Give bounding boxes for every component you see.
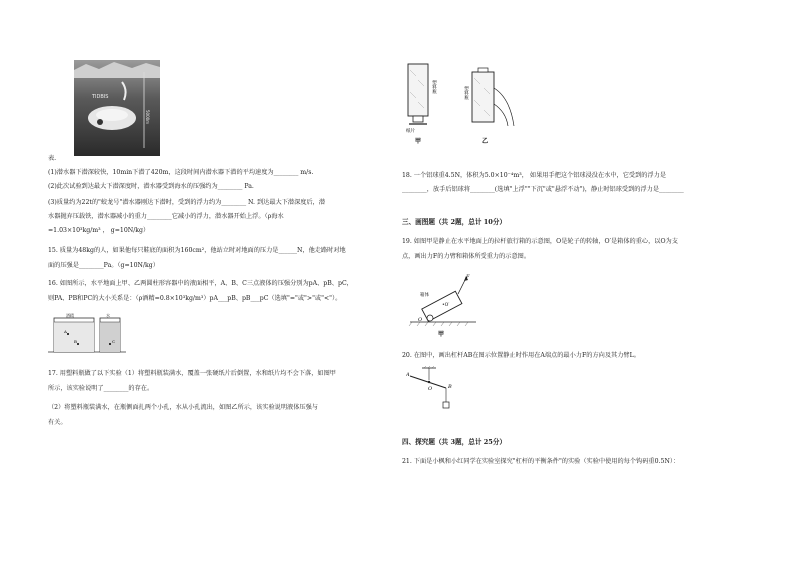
alcohol-label: 酒精	[66, 313, 74, 318]
svg-text:A: A	[64, 329, 67, 334]
svg-text:B: B	[74, 339, 77, 344]
fig20-O: O	[428, 386, 433, 392]
fig19-jia: 甲	[438, 331, 445, 338]
q19-line2: 点，画出力F的力臂和箱体所受重力的示意图。	[402, 253, 531, 260]
q14-part3-line1: (3)质量约为22t的"蛟龙号"潜水器刚达下潜时，受到的浮力约为________ N. 到达最大下潜深度后，潜	[48, 199, 326, 206]
fig20-A: A	[406, 372, 410, 378]
water-label: 水	[106, 313, 110, 318]
bottle-figure	[402, 58, 542, 158]
fig19-F: F	[466, 274, 470, 280]
q21: 21. 下面是小枫和小红同学在实验室探究"杠杆的平衡条件"的实验（实验中使用的每个钩码重0.5N）：	[402, 458, 680, 465]
section4-heading: 四、探究题（共 3题，总计 25分）	[402, 438, 507, 446]
fig-yi: 乙	[482, 138, 489, 145]
q16-line2: 则PA、PB和PC的大小关系是：（ρ酒精=0.8×10³kg/m³）pA___pB、pB___pC（选填"="或">"或"<"）。	[48, 295, 342, 302]
fig-jia: 甲	[415, 138, 422, 145]
q15-line2: 面的压强是________Pa。（g=10N/kg）	[48, 262, 159, 269]
q17-line1: 17. 用塑料瓶做了以下实验（1）将塑料瓶装满水，覆盖一张硬纸片后倒置，水和纸片均不会下落，如图甲	[48, 370, 336, 377]
svg-text:TIDBIS: TIDBIS	[92, 94, 109, 100]
q20: 20. 在图中，画出杠杆AB在图示位置静止时作用在A端点的最小力F的方向及其力臂L。	[402, 352, 640, 359]
q16-line1: 16. 如图所示，水平地面上甲、乙两圆柱形容器中的液面相平，A、B、C三点液体的压强分别为pA、pB、pC，	[48, 280, 353, 287]
q18-line1: 18. 一个铝球重4.5N，体积为5.0×10⁻⁴m³， 如果用手把这个铝球浸没在水中，它受到的浮力是	[402, 172, 667, 179]
q14-part3-line3: =1.03×10³kg/m³ ， g=10N/kg）	[48, 227, 150, 234]
q15-line1: 15. 质量为48kg的人，如果他每只鞋底的面积为160cm²，他站立时对地面的压力是______N，他走路时对地	[48, 247, 346, 254]
depth-label: 5000m	[145, 110, 150, 125]
q14-part2: (2)此次试验到达最大下潜深度时，潜水器受到海水的压强约为________ Pa.	[48, 183, 254, 190]
fig19-O: O	[418, 317, 423, 323]
bottle2-label: 塑料瓶	[463, 86, 469, 100]
fig19-box-label: 箱体	[420, 293, 429, 298]
q18-line2: ________，放手后铝球将________(选填"上浮""下沉"或"悬浮不动")，静止时铝球受到的浮力是________	[402, 186, 684, 193]
paper-label: 纸片	[406, 129, 415, 134]
q17-line4: 有关。	[48, 419, 67, 426]
q17-line2: 所示，该实验说明了________的存在。	[48, 385, 154, 392]
bottle1-label: 塑料瓶	[431, 80, 437, 94]
caption: 表.	[48, 155, 57, 162]
q14-part3-line2: 水器抛弃压载铁，潜水器减小的重力________它减小的浮力，潜水器开始上浮。（ρ海水	[48, 213, 284, 220]
lever-figure	[406, 366, 466, 416]
fig19-O2: •O′	[442, 303, 450, 308]
q16-containers-figure	[48, 310, 128, 360]
fig20-B: B	[448, 384, 452, 390]
section3-heading: 三、画图题（共 2题，总计 10分）	[402, 218, 507, 226]
suitcase-figure	[408, 270, 478, 340]
svg-text:C: C	[112, 339, 116, 344]
q19-line1: 19. 如图甲是静止在水平地面上的拉杆旅行箱的示意图，O是轮子的转轴，O′是箱体的重心，以O为支	[402, 238, 678, 245]
q17-line3: （2）将塑料瓶装满水，在瓶侧面扎两个小孔，水从小孔流出，如图乙所示，该实验说明液体压强与	[48, 404, 318, 411]
submarine-photo	[74, 60, 160, 156]
q14-part1: (1)潜水器下潜深较快，10min下潜了420m，这段时间内潜水器下潜的平均速度为________ m/s.	[48, 169, 314, 176]
